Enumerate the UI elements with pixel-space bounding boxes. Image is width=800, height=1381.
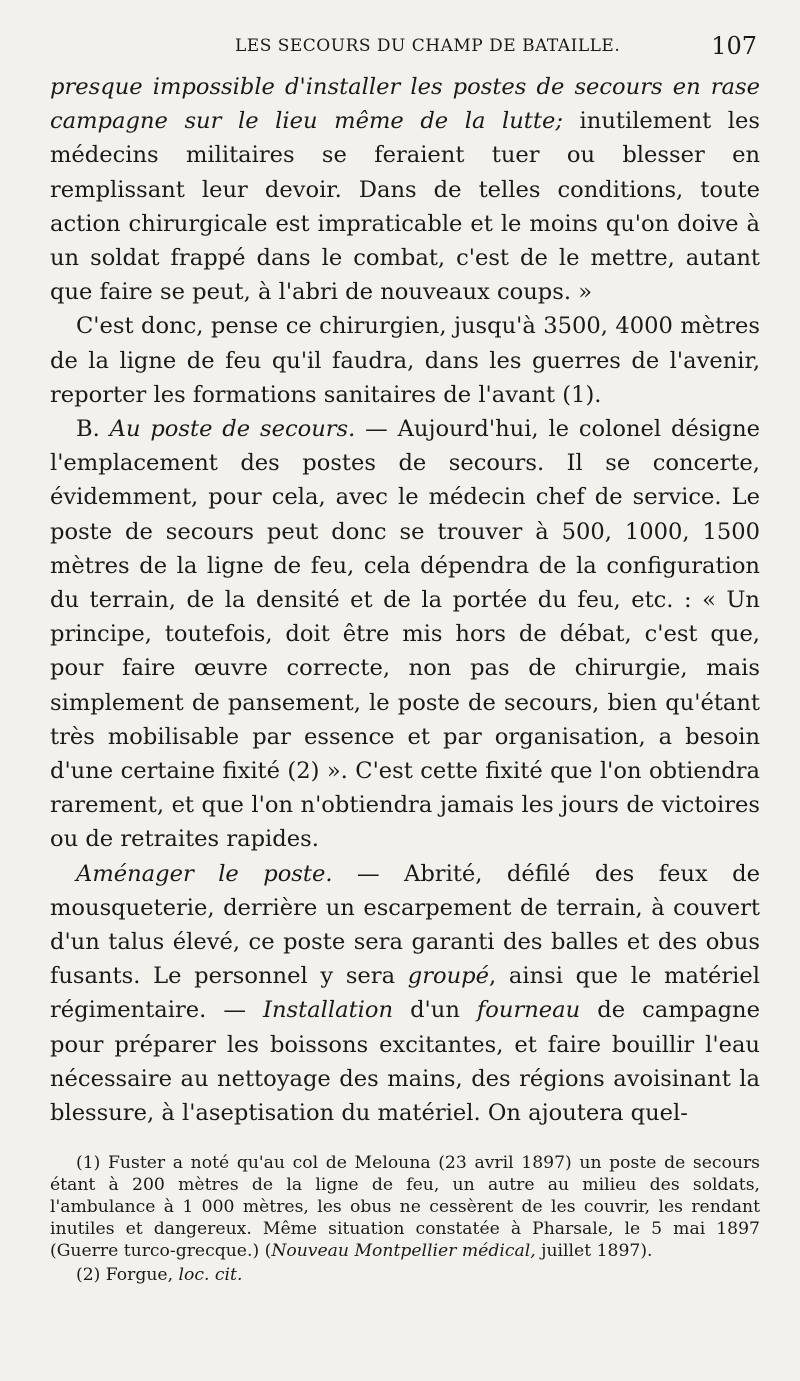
footnote-2-text: (2) Forgue,	[76, 1265, 179, 1286]
paragraph-3	[50, 412, 760, 857]
footnote-2-italic: loc. cit.	[178, 1265, 243, 1286]
paragraph-4-text-c: d'un	[393, 997, 477, 1024]
running-title: LES SECOURS DU CHAMP DE BATAILLE.	[235, 36, 621, 56]
paragraph-1-text: inutilement les médecins militaires se feraient tuer ou blesser en remplissant leur devoir. Dans de telles conditions, toute action chirurgicale est impraticable et le moins qu'on doive à un soldat frappé dans le combat, c'est de le mettre, autant que faire se peut, à l'abri de nouveaux coups. »	[50, 108, 760, 306]
footnote-2	[50, 1264, 760, 1286]
paragraph-1-italic: presque impossible d'installer les postes de secours en rase campagne sur le lieu même de la lutte;	[50, 74, 760, 135]
paragraph-4-heading: Aménager le poste.	[76, 860, 333, 887]
paragraph-3-heading: Au poste de secours.	[109, 416, 356, 443]
footnote-1	[50, 1152, 760, 1262]
paragraph-3-label: B.	[76, 416, 110, 443]
paragraph-2	[50, 309, 760, 412]
paragraph-4	[50, 857, 760, 1131]
body-text	[50, 70, 760, 1130]
paragraph-4-text-d: de campagne pour préparer les boissons excitantes, et faire bouillir l'eau nécessaire au nettoyage des mains, des régions avoisinant la blessure, à l'aseptisation du matériel. On ajoutera quel-	[50, 997, 760, 1127]
paragraph-4-italic-b: Installation	[263, 997, 394, 1024]
paragraph-4-italic-a: groupé	[407, 963, 490, 990]
footnote-1-italic: Nouveau Montpellier médical,	[271, 1241, 536, 1262]
paragraph-4-italic-c: fourneau	[476, 997, 581, 1024]
paragraph-4-text-a: — Abrité, défilé des feux de mousqueterie, derrière un escarpement de terrain, à couvert d'un talus élevé, ce poste sera garanti des balles et des obus fusants. Le personnel y sera	[50, 860, 760, 990]
footnote-1-text: (1) Fuster a noté qu'au col de Melouna (23 avril 1897) un poste de secours étant à 200 mètres de la ligne de feu, un autre au milieu des soldats, l'ambulance à 1 000 mètres, les obus ne cessèrent de les couvrir, les rendant inutiles et dangereux. Même situation constatée à Pharsale, le 5 mai 1897 (Guerre turco-grecque.) (	[50, 1153, 760, 1262]
paragraph-1	[50, 70, 760, 309]
paragraph-4-text-b: , ainsi que le matériel régimentaire. —	[50, 963, 761, 1024]
page-header	[50, 0, 760, 70]
footnote-1-text-end: juillet 1897).	[535, 1241, 653, 1262]
page-number: 107	[711, 32, 757, 60]
paragraph-2-text: C'est donc, pense ce chirurgien, jusqu'à 3500, 4000 mètres de la ligne de feu qu'il faudra, dans les guerres de l'avenir, reporter les formations sanitaires de l'avant (1).	[50, 313, 760, 408]
paragraph-3-text: — Aujourd'hui, le colonel désigne l'emplacement des postes de secours. Il se concerte, évidemment, pour cela, avec le médecin chef de service. Le poste de secours peut donc se trouver à 500, 1000, 1500 mètres de la ligne de feu, cela dépendra de la configuration du terrain, de la densité et de la portée du feu, etc. : « Un principe, toutefois, doit être mis hors de débat, c'est que, pour faire œuvre correcte, non pas de chirurgie, mais simplement de pansement, le poste de secours, bien qu'étant très mobilisable par essence et par organisation, a besoin d'une certaine fixité (2) ». C'est cette fixité que l'on obtiendra rarement, et que l'on n'obtiendra jamais les jours de victoires ou de retraites rapides.	[50, 416, 761, 853]
footnotes	[50, 1152, 760, 1286]
